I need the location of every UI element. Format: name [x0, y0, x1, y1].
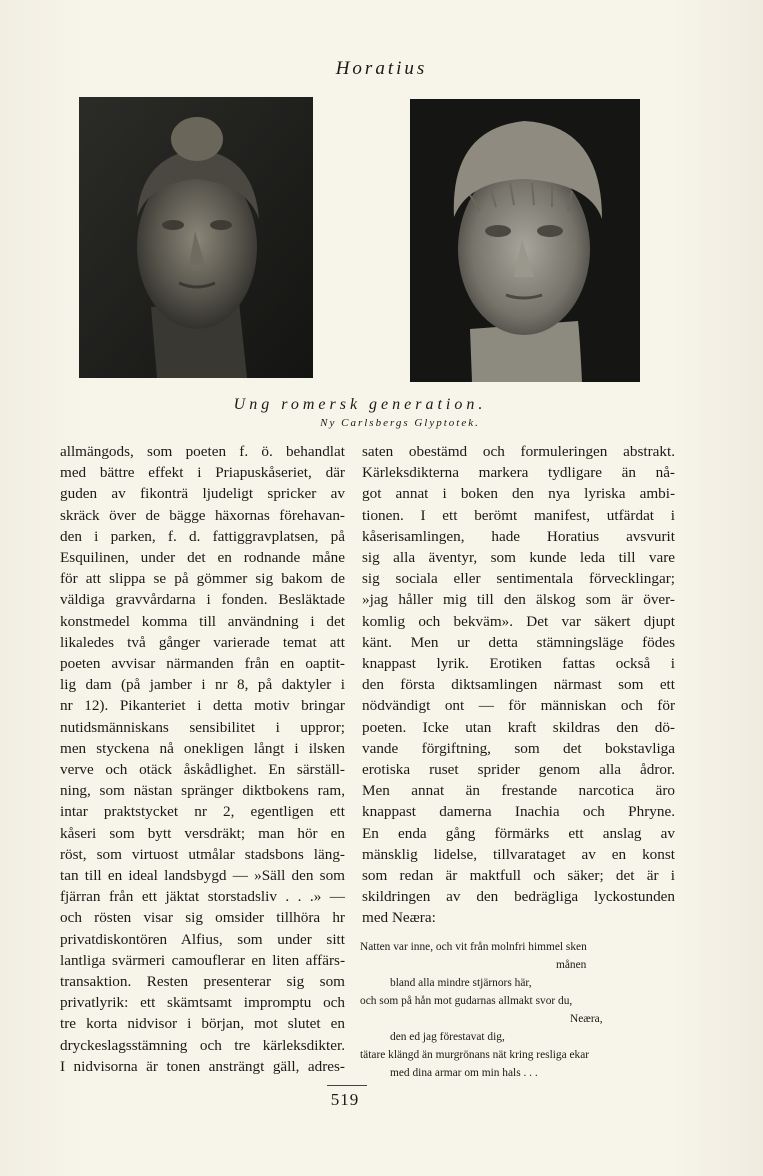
poem-line: Natten var inne, och vit från molnfri himmel sken	[360, 941, 587, 953]
text-line: privatdiskontören Alfius, som under sitt	[60, 930, 345, 948]
footer-rule	[327, 1085, 367, 1086]
text-line: likaledes två gånger varierade temat att	[60, 633, 345, 651]
text-line: allmängods, som poeten f. ö. behandlat	[60, 443, 345, 460]
text-line: knappast damerna Inachia och Phryne.	[362, 803, 675, 821]
text-column-left	[60, 441, 345, 1077]
text-line: nr 12). Pikanteriet i detta motiv bringar	[60, 697, 345, 715]
text-line: kåserisamlingen, hade Horatius avsvurit	[362, 527, 675, 545]
text-line: ning, som nästan spränger diktbokens ram,	[60, 782, 345, 800]
text-line: för att slippa se på gömmer sig bakom de	[60, 570, 345, 588]
text-line: nödvändigt ont — för människan och för	[362, 697, 675, 715]
poem-line: Neæra,	[570, 1013, 603, 1025]
text-line: En enda gång förmärks ett anslag av	[362, 824, 675, 842]
text-line: intar praktstycket nr 2, egentligen ett	[60, 803, 345, 821]
sculpture-photo-right	[410, 99, 640, 382]
caption-title: Ung romersk generation.	[233, 396, 487, 413]
text-line: sig sociala eller sentimentala förvecklingar;	[362, 570, 675, 588]
text-column-right	[362, 441, 675, 929]
text-line: komlig och bekväm». Det var säkert djupt	[362, 612, 675, 630]
text-line: poeten. Icke utan kraft skildras den dö-	[362, 718, 675, 736]
text-line: den första diktsamlingen närmast som ett	[362, 676, 675, 694]
text-line: nutidsmänniskans sensibilitet i uppror;	[60, 718, 345, 736]
page-number: 519	[330, 1090, 360, 1109]
poem-line: och som på hån mot gudarnas allmakt svor du,	[360, 995, 573, 1007]
text-line: got annat i boken den nya lyriska ambi-	[362, 485, 675, 503]
sculpture-photo-left	[79, 97, 313, 378]
caption-credit: Ny Carlsbergs Glyptotek.	[320, 417, 480, 429]
text-line: tionen. I ett berömt manifest, utfärdat i	[362, 506, 675, 524]
text-line: kåseri som bytt versdräkt; man hör en	[60, 824, 345, 842]
poem-line: bland alla mindre stjärnors här,	[390, 977, 532, 989]
text-line: röst, som virtuost utmålar stadsbons läng-	[60, 845, 345, 863]
poem-line: den ed jag förestavat dig,	[390, 1031, 505, 1043]
text-line: saten obestämd och formuleringen abstrakt.	[362, 443, 675, 460]
text-line: den i parken, f. d. fattiggravplatsen, på	[60, 527, 345, 545]
text-line: konstmedel komma till användning i det	[60, 612, 345, 630]
text-line: mänsklig lidelse, tillvarataget av en konst	[362, 845, 675, 863]
text-line: med bättre effekt i Priapuskåseriet, där	[60, 464, 345, 482]
text-line: privatlyrik: ett skämtsamt impromptu och	[60, 994, 345, 1012]
poem-line: tätare klängd än murgrönans nät kring resliga ekar	[360, 1049, 590, 1061]
text-line: poeten avvisar närmanden från en oaptit-	[60, 655, 345, 673]
text-line: sig alla äventyr, som kunde leda till vare	[362, 549, 675, 567]
text-line: knappast lyrik. Erotiken fattas också i	[362, 655, 675, 673]
text-line: Esquilinen, under det en rodnande måne	[60, 549, 345, 567]
text-line: fjärran från ett jäktat storstadsliv . . .» —	[60, 888, 345, 906]
text-line: transaktion. Resten presenterar sig som	[60, 973, 345, 991]
text-line: skräck över de bägge häxornas förehavan-	[60, 506, 345, 524]
text-line: Men annat än frestande narcotica äro	[362, 782, 675, 800]
text-line: men styckena nå onekligen långt i ilsken	[60, 739, 345, 757]
text-line: Kärleksdikterna markera tydligare än nå-	[362, 464, 675, 482]
text-line: väldiga gravvårdarna i fonden. Besläktade	[60, 591, 345, 609]
text-line: känt. Men ur detta stämningsläge födes	[362, 633, 675, 651]
text-line: lig dam (på jamber i nr 8, på daktyler i	[60, 676, 345, 694]
poem-line: månen	[556, 959, 587, 971]
text-line: tan till en ideal landsbygd — »Säll den som	[60, 867, 345, 885]
sculpture-head-right-image	[410, 99, 640, 382]
text-line: lantliga svärmeri camouflerar en liten affärs-	[60, 951, 345, 969]
text-line: och rösten visar sig omsider tillhöra hr	[60, 909, 345, 927]
running-head: Horatius	[335, 58, 428, 79]
text-line: I nidvisorna är tonen ansträngt gäll, adres-	[60, 1057, 345, 1075]
sculpture-head-left-image	[79, 97, 313, 378]
text-line: tre korta nidvisor i början, mot slutet en	[60, 1015, 345, 1033]
text-line: erotiska ruset sprider genom alla ådror.	[362, 761, 675, 779]
poem-quote	[360, 938, 680, 1082]
text-line: skildringen av den bedrägliga lyckostunden	[362, 888, 675, 906]
text-line: dryckeslagsstämning och tre kärleksdikter.	[60, 1036, 345, 1054]
text-line: »jag håller mig till den älskog som är över-	[362, 591, 675, 609]
text-line: med Neæra:	[362, 909, 436, 927]
text-line: verve och otäck åskådlighet. En särställ-	[60, 761, 345, 779]
figure-caption	[150, 396, 570, 432]
text-line: som redan är maktfull och säker; det är i	[362, 867, 675, 885]
poem-line: med dina armar om min hals . . .	[390, 1067, 538, 1079]
text-line: vande förgiftning, som det bokstavliga	[362, 739, 675, 757]
text-line: guden av fikonträ ljudeligt spricker av	[60, 485, 345, 503]
